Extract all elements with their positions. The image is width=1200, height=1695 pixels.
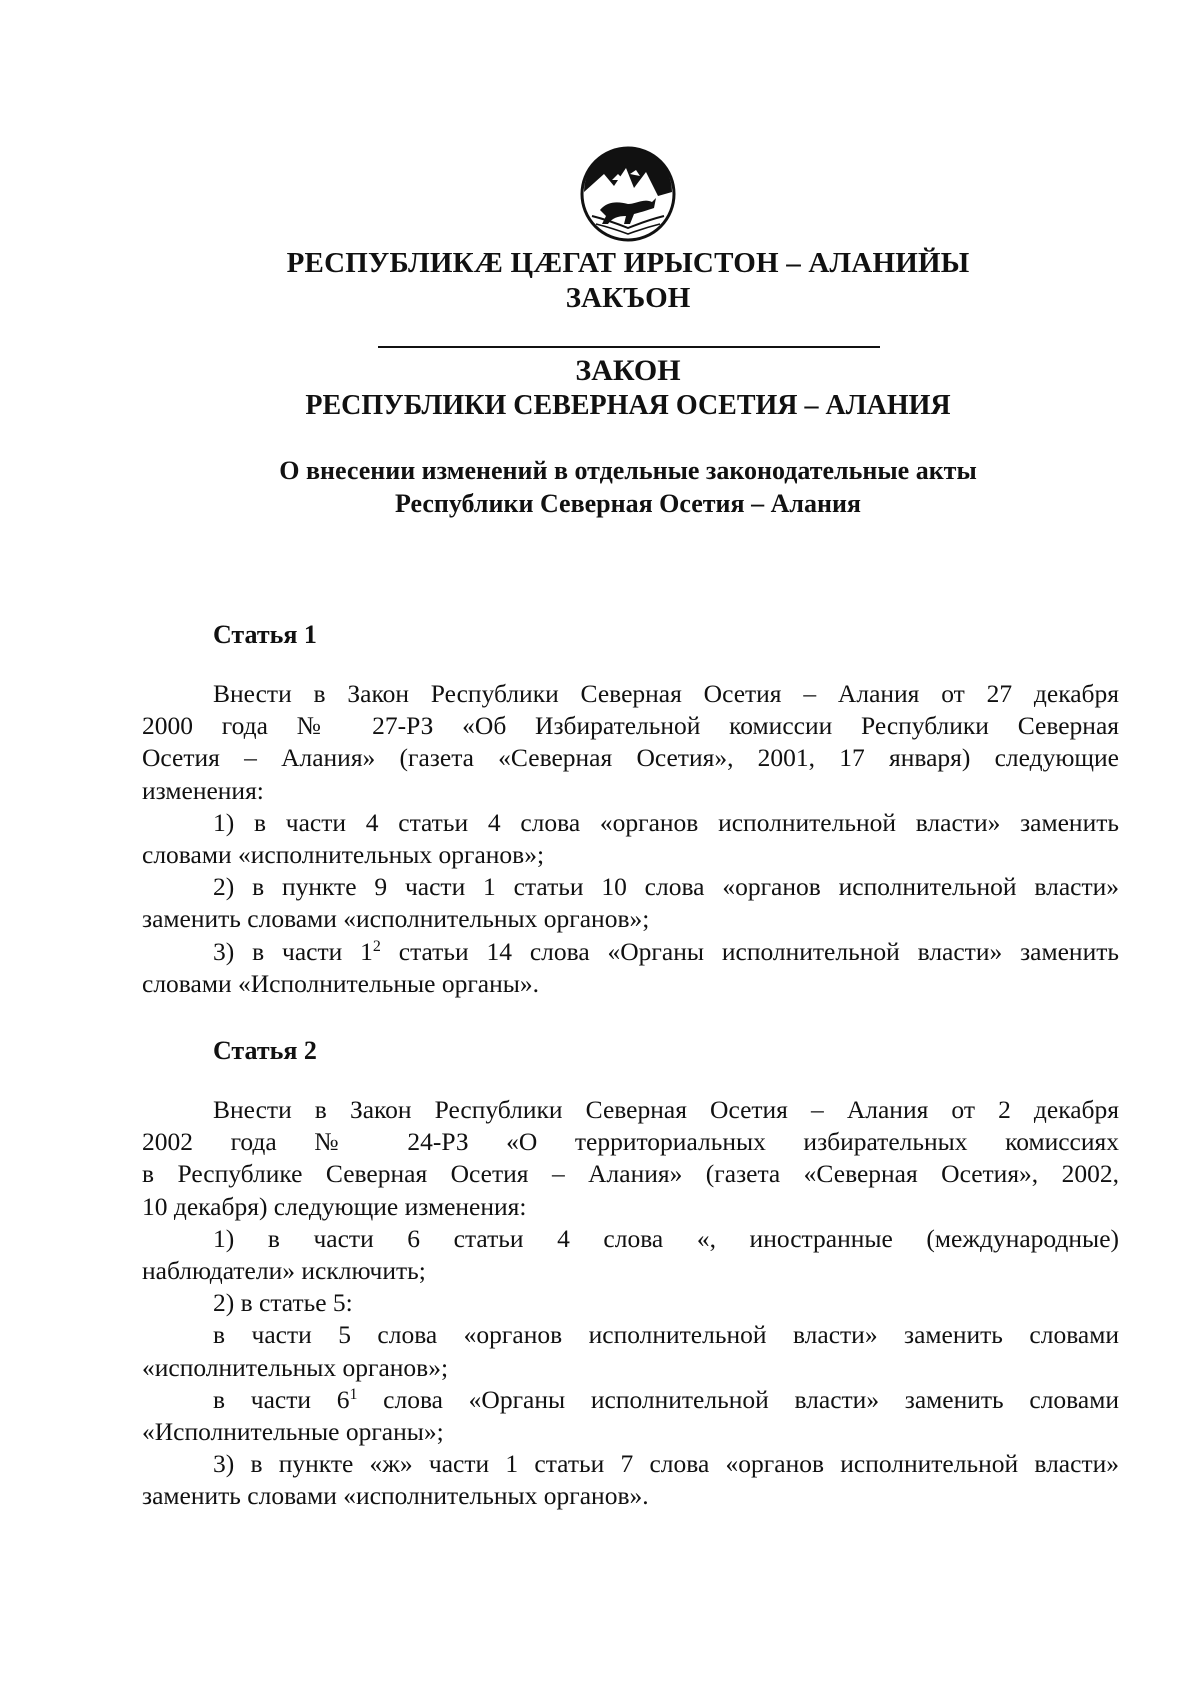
paragraph-line: «Исполнительные органы»; xyxy=(142,1417,444,1447)
text-fragment: статьи 14 слова «Органы исполнительной власти» заменить xyxy=(380,936,1119,966)
paragraph-line: заменить словами «исполнительных органов»; xyxy=(142,904,650,934)
superscript: 1 xyxy=(349,1386,358,1404)
paragraph-line: «исполнительных органов»; xyxy=(142,1352,449,1382)
article-2-heading: Статья 2 xyxy=(213,1036,317,1065)
article-2-body xyxy=(142,1094,1119,1513)
coat-of-arms-emblem xyxy=(577,144,679,244)
article-1-heading: Статья 1 xyxy=(213,620,317,649)
paragraph-line: 2) в статье 5: xyxy=(213,1288,353,1318)
superscript: 2 xyxy=(372,937,381,955)
paragraph-line: 1) в части 6 статьи 4 слова «, иностранные (международные) xyxy=(213,1223,1119,1253)
paragraph-line xyxy=(142,936,1119,968)
paragraph-line: Внести в Закон Республики Северная Осетия – Алания от 27 декабря xyxy=(213,679,1119,708)
paragraph-line: в части 5 слова «органов исполнительной власти» заменить словами xyxy=(213,1320,1119,1350)
law-title-line2: Республики Северная Осетия – Алания xyxy=(394,489,861,518)
paragraph-line: Внести в Закон Республики Северная Осетия – Алания от 2 декабря xyxy=(213,1095,1119,1124)
paragraph-line: 3) в пункте «ж» части 1 статьи 7 слова «органов исполнительной власти» xyxy=(213,1449,1119,1479)
header-ossetian-law: ЗАКЪОН xyxy=(565,282,691,314)
header-russian-law: ЗАКОН xyxy=(575,354,681,387)
article-1-body xyxy=(142,678,1119,1000)
paragraph-line: 10 декабря) следующие изменения: xyxy=(142,1191,527,1221)
paragraph-line xyxy=(142,1384,1119,1416)
text-fragment: в части 6 xyxy=(213,1384,350,1414)
paragraph-line: 2) в пункте 9 части 1 статьи 10 слова «органов исполнительной власти» xyxy=(213,872,1119,902)
paragraph-line: заменить словами «исполнительных органов». xyxy=(142,1481,649,1511)
paragraph-line: 1) в части 4 статьи 4 слова «органов исполнительной власти» заменить xyxy=(213,807,1119,837)
paragraph-line: 2000 года № 27-РЗ «Об Избирательной комиссии Республики Северная xyxy=(142,711,1119,741)
paragraph-line: в Республике Северная Осетия – Алания» (газета «Северная Осетия», 2002, xyxy=(142,1159,1119,1189)
paragraph-line: наблюдатели» исключить; xyxy=(142,1256,426,1286)
paragraph-line: 2002 года № 24-РЗ «О территориальных избирательных комиссиях xyxy=(142,1127,1119,1157)
paragraph-line: словами «исполнительных органов»; xyxy=(142,840,545,870)
header-divider xyxy=(378,346,880,348)
paragraph-line: изменения: xyxy=(142,775,264,805)
text-fragment: слова «Органы исполнительной власти» заменить словами xyxy=(357,1384,1119,1414)
header-ossetian-title: РЕСПУБЛИКÆ ЦÆГАТ ИРЫСТОН – АЛАНИЙЫ xyxy=(286,247,970,279)
paragraph-line: словами «Исполнительные органы». xyxy=(142,968,540,998)
paragraph-line: Осетия – Алания» (газета «Северная Осетия», 2001, 17 января) следующие xyxy=(142,743,1119,773)
header-russian-republic: РЕСПУБЛИКИ СЕВЕРНАЯ ОСЕТИЯ – АЛАНИЯ xyxy=(305,390,951,421)
text-fragment: 3) в части 1 xyxy=(213,936,373,966)
law-title-line1: О внесении изменений в отдельные законодательные акты xyxy=(279,456,977,485)
